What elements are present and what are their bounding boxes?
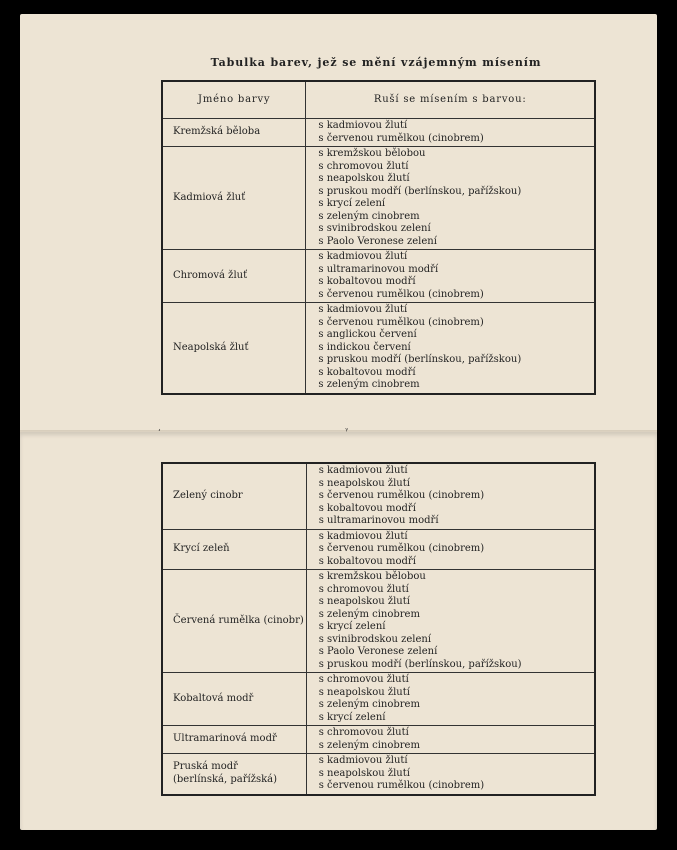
mix-item: s zeleným cinobrem xyxy=(318,608,420,620)
table-header-row xyxy=(162,81,595,119)
table-row xyxy=(162,673,595,726)
table-row xyxy=(162,303,595,394)
mix-item: s anglickou červení xyxy=(318,329,417,340)
mix-item: s chromovou žlutí xyxy=(318,583,409,595)
mix-item: s kobaltovou modří xyxy=(318,502,416,514)
mix-item: s svinibrodskou zelení xyxy=(318,223,431,234)
mix-item: s zeleným cinobrem xyxy=(318,379,420,390)
mix-item: s kremžskou bělobou xyxy=(318,571,426,582)
mix-item: s kadmiovou žlutí xyxy=(318,120,408,131)
mix-item: s kadmiovou žlutí xyxy=(318,251,408,262)
mix-item: s pruskou modří (berlínskou, pařížskou) xyxy=(318,658,522,670)
mix-item: s Paolo Veronese zelení xyxy=(318,646,438,657)
mix-list xyxy=(306,570,595,673)
mix-item: s chromovou žlutí xyxy=(318,727,409,738)
mix-item: s krycí zelení xyxy=(318,621,386,632)
table-row xyxy=(162,570,595,673)
mix-item: s Paolo Veronese zelení xyxy=(318,235,437,247)
mix-item: s červenou rumělkou (cinobrem) xyxy=(318,490,485,501)
mix-list xyxy=(306,726,595,754)
header-mix-with: Ruší se mísením s barvou: xyxy=(306,81,595,119)
mix-item: s kobaltovou modří xyxy=(318,555,416,567)
mix-item: s kadmiovou žlutí xyxy=(318,530,408,542)
mix-item: s červenou rumělkou (cinobrem) xyxy=(318,316,484,328)
binding-mark: ᵞ xyxy=(345,426,349,435)
mix-item: s ultramarinovou modří xyxy=(318,263,439,275)
table-row xyxy=(162,726,595,754)
color-name: Pruská modř (berlínská, pařížská) xyxy=(162,754,306,795)
mix-item: s krycí zelení xyxy=(318,711,386,723)
mix-item: s kobaltovou modří xyxy=(318,366,416,378)
mix-list xyxy=(306,119,595,147)
mix-item: s neapolskou žlutí xyxy=(318,767,410,779)
mix-item: s kadmiovou žlutí xyxy=(318,755,408,766)
header-color-name: Jméno barvy xyxy=(162,81,306,119)
color-name: Zelený cinobr xyxy=(162,463,306,529)
binding-mark: ‘ xyxy=(158,428,161,437)
mix-item: s chromovou žlutí xyxy=(318,674,409,685)
mix-item: s kremžskou bělobou xyxy=(318,148,426,159)
mix-item: s chromovou žlutí xyxy=(318,160,409,172)
color-name: Kremžská běloba xyxy=(162,119,306,147)
table-row xyxy=(162,250,595,303)
mix-item: s pruskou modří (berlínskou, pařížskou) xyxy=(318,185,522,197)
mix-list xyxy=(306,754,595,795)
mix-list xyxy=(306,250,595,303)
table-row xyxy=(162,463,595,529)
color-name: Kobaltová modř xyxy=(162,673,306,726)
mix-item: s zeleným cinobrem xyxy=(318,699,420,710)
mix-item: s kadmiovou žlutí xyxy=(318,465,408,476)
mix-list xyxy=(306,147,595,250)
color-name: Chromová žluť xyxy=(162,250,306,303)
color-name: Kadmiová žluť xyxy=(162,147,306,250)
mix-item: s červenou rumělkou (cinobrem) xyxy=(318,132,484,144)
mix-item: s červenou rumělkou (cinobrem) xyxy=(318,543,485,554)
mix-item: s krycí zelení xyxy=(318,198,386,209)
mix-item: s neapolskou žlutí xyxy=(318,173,410,184)
mix-item: s červenou rumělkou (cinobrem) xyxy=(318,780,485,791)
mix-item: s indickou červení xyxy=(318,341,411,353)
table-row xyxy=(162,754,595,795)
mix-item: s kadmiovou žlutí xyxy=(318,304,408,315)
mix-list xyxy=(306,303,595,394)
color-name: Červená rumělka (cinobr) xyxy=(162,570,306,673)
mix-item: s zeleným cinobrem xyxy=(318,739,420,751)
mix-item: s neapolskou žlutí xyxy=(318,596,410,607)
color-table-bottom xyxy=(161,462,596,796)
mix-item: s červenou rumělkou (cinobrem) xyxy=(318,288,484,300)
mix-item: s ultramarinovou modří xyxy=(318,515,439,526)
color-name: Krycí zeleň xyxy=(162,529,306,570)
mix-list xyxy=(306,673,595,726)
table-row xyxy=(162,529,595,570)
mix-item: s pruskou modří (berlínskou, pařížskou) xyxy=(318,354,522,365)
table-row xyxy=(162,147,595,250)
table-row xyxy=(162,119,595,147)
color-table-top xyxy=(161,80,596,395)
mix-item: s svinibrodskou zelení xyxy=(318,633,432,645)
color-name: Ultramarinová modř xyxy=(162,726,306,754)
color-name: Neapolská žluť xyxy=(162,303,306,394)
mix-list xyxy=(306,529,595,570)
mix-list xyxy=(306,463,595,529)
mix-item: s neapolskou žlutí xyxy=(318,686,410,698)
mix-item: s zeleným cinobrem xyxy=(318,210,420,222)
page-title: Tabulka barev, jež se mění vzájemným mísením xyxy=(210,56,542,69)
mix-item: s kobaltovou modří xyxy=(318,276,416,287)
mix-item: s neapolskou žlutí xyxy=(318,477,410,489)
